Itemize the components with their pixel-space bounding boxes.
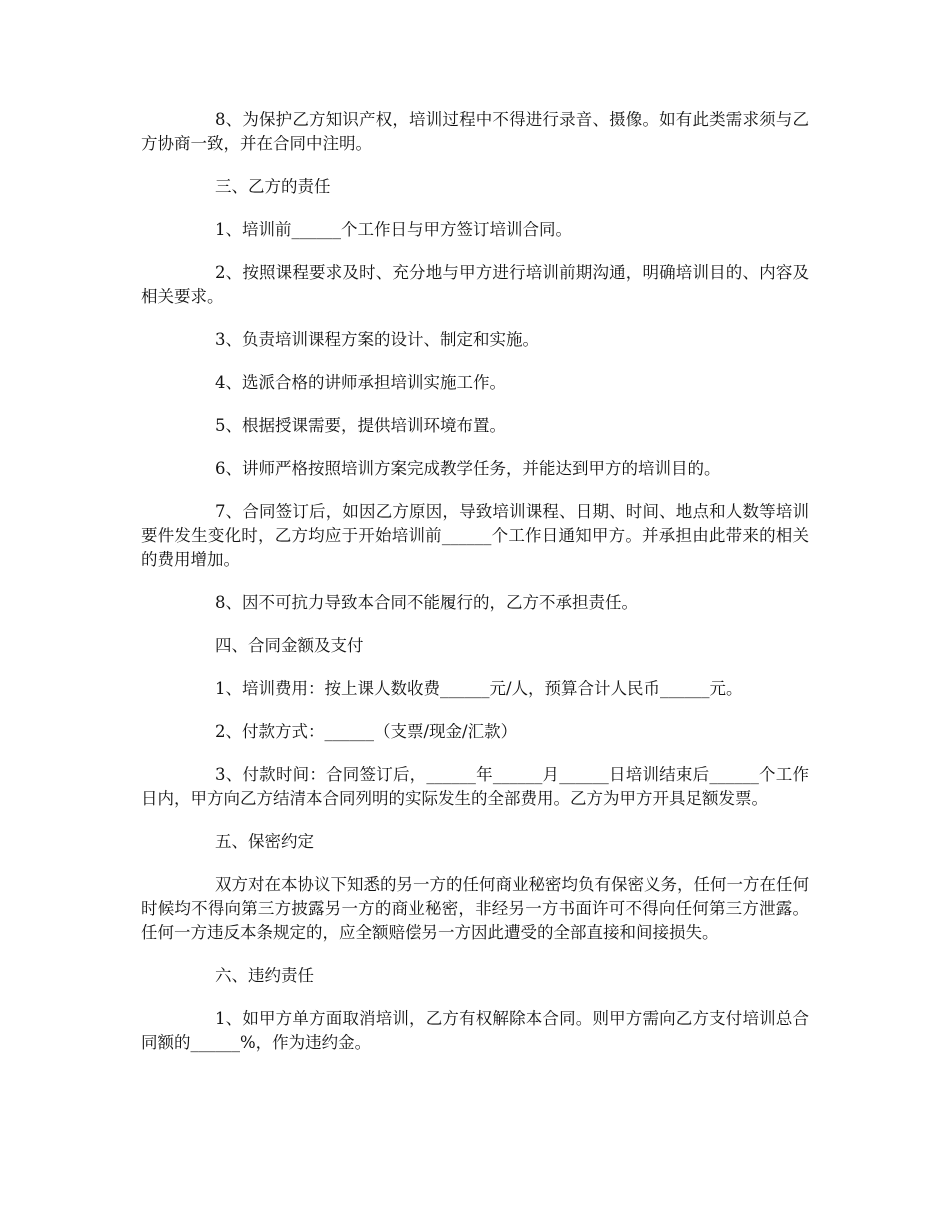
section-heading-party-b-duties: 三、乙方的责任 [215, 177, 331, 196]
section-heading-confidentiality: 五、保密约定 [215, 832, 314, 851]
document-page [141, 108, 809, 1074]
paragraph-payment-time: 3、付款时间：合同签订后，______年______月______日培训结束后______个工作日内，甲方向乙方结清本合同列明的实际发生的全部费用。乙方为甲方开具足额发票。 [141, 765, 809, 808]
section-heading-breach: 六、违约责任 [215, 966, 314, 985]
paragraph-breach-clause-1: 1、如甲方单方面取消培训，乙方有权解除本合同。则甲方需向乙方支付培训总合同额的______%，作为违约金。 [141, 1009, 809, 1052]
paragraph-clause-6-teaching: 6、讲师严格按照培训方案完成教学任务，并能达到甲方的培训目的。 [215, 459, 721, 478]
paragraph-clause-7-changes: 7、合同签订后，如因乙方原因，导致培训课程、日期、时间、地点和人数等培训要件发生变化时，乙方均应于开始培训前______个工作日通知甲方。并承担由此带来的相关的费用增加。 [141, 502, 809, 569]
paragraph-training-fee: 1、培训费用：按上课人数收费______元/人，预算合计人民币______元。 [215, 679, 743, 698]
paragraph-clause-1-contract-signing: 1、培训前______个工作日与甲方签订培训合同。 [215, 220, 572, 239]
section-heading-amount-payment: 四、合同金额及支付 [215, 636, 364, 655]
paragraph-clause-3-course-design: 3、负责培训课程方案的设计、制定和实施。 [215, 330, 539, 349]
paragraph-clause-5-environment: 5、根据授课需要，提供培训环境布置。 [215, 416, 506, 435]
paragraph-clause-8-force-majeure: 8、因不可抗力导致本合同不能履行的，乙方不承担责任。 [215, 593, 638, 612]
paragraph-confidentiality: 双方对在本协议下知悉的另一方的任何商业秘密均负有保密义务，任何一方在任何时候均不得向第三方披露另一方的商业秘密，非经另一方书面许可不得向任何第三方泄露。任何一方违反本条规定的，应全额赔偿另一方因此遭受的全部直接和间接损失。 [141, 875, 809, 942]
paragraph-clause-4-instructor: 4、选派合格的讲师承担培训实施工作。 [215, 373, 506, 392]
paragraph-payment-method: 2、付款方式：______（支票/现金/汇款） [215, 722, 518, 741]
paragraph-clause-2-communication: 2、按照课程要求及时、充分地与甲方进行培训前期沟通，明确培训目的、内容及相关要求。 [141, 263, 809, 306]
paragraph-clause-8-ip: 8、为保护乙方知识产权，培训过程中不得进行录音、摄像。如有此类需求须与乙方协商一致，并在合同中注明。 [141, 110, 809, 153]
